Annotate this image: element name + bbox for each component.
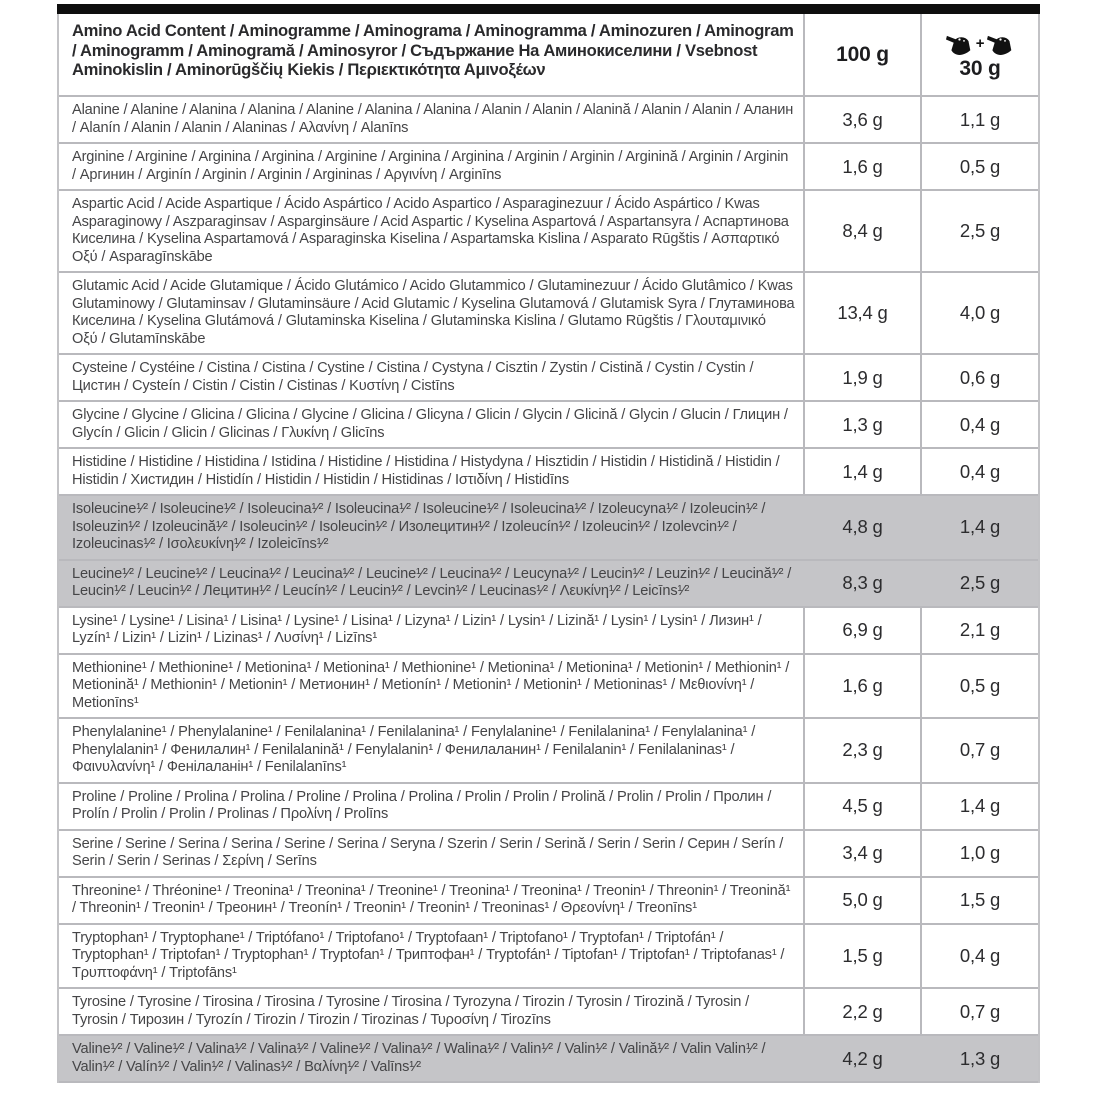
column-header-100g: 100 g (803, 14, 920, 95)
value-per-100g: 8,4 g (803, 191, 920, 271)
value-per-100g: 2,3 g (803, 719, 920, 782)
value-per-30g: 4,0 g (920, 273, 1038, 353)
amino-acid-names: Isoleucine¹⁄² / Isoleucine¹⁄² / Isoleucina¹⁄² / Isoleucina¹⁄² / Isoleucine¹⁄² / Isoleucina¹⁄² / Izoleucyna¹⁄² / Izoleucin¹⁄² / Isoleuzin¹⁄² / Izoleucină¹⁄² / Isoleucin¹⁄² / Isoleucin¹⁄² / Изолецитин¹⁄² / Izoleucín¹⁄² / Izoleucin¹⁄² / Izolevcin¹⁄² / Izoleucinas¹⁄² / Ισολευκίνη¹⁄² / Izoleicīns¹⁄² (72, 501, 766, 552)
value-per-100g: 4,8 g (842, 516, 883, 538)
value-per-30g: 2,1 g (920, 608, 1038, 653)
value-per-30g: 0,7 g (920, 719, 1038, 782)
table-row (59, 831, 1038, 878)
column-header-30g (920, 14, 1038, 95)
amino-acid-names: Arginine / Arginine / Arginina / Arginina / Arginine / Arginina / Arginina / Arginin / Arginin / Arginină / Arginin / Arginin / Аргинин / Arginín / Arginin / Arginin / Argininas / Αργινίνη / Arginīns (72, 149, 789, 183)
table-row (59, 449, 1038, 496)
value-per-30g: 1,4 g (920, 784, 1038, 829)
amino-acid-names: Aspartic Acid / Acide Aspartique / Ácido Aspártico / Acido Aspartico / Asparaginezuur / Ácido Aspártico / Kwas Asparaginowy / Aszparaginsav / Asparginsäure / Acid Aspartic / Kyselina Aspartová / Aspartansyra / Аспартинова Киселина / Kyselina Aspartamová / Asparaginska Kiselina / Aspartamska Kislina / Asparato Rūgštis / Ασπαρτικό Οξύ / Asparagīnskābe (72, 196, 789, 265)
value-per-30g: 0,4 g (920, 449, 1038, 494)
table-body (59, 97, 1038, 1083)
table-row (59, 989, 1038, 1036)
amino-acid-names: Valine¹⁄² / Valine¹⁄² / Valina¹⁄² / Valina¹⁄² / Valine¹⁄² / Valina¹⁄² / Walina¹⁄² / Valin¹⁄² / Valin¹⁄² / Valină¹⁄² / Valin Valin¹⁄² / Valin¹⁄² / Valín¹⁄² / Valin¹⁄² / Valinas¹⁄² / Βαλίνη¹⁄² / Valīns¹⁄² (72, 1041, 766, 1075)
value-per-30g: 0,5 g (920, 144, 1038, 189)
value-per-100g: 2,2 g (803, 989, 920, 1034)
value-per-100g: 1,6 g (803, 144, 920, 189)
amino-acid-names: Tyrosine / Tyrosine / Tirosina / Tirosina / Tyrosine / Tirosina / Tyrozyna / Tirozin / Tyrosin / Tirozină / Tyrosin / Tyrosin / Тирозин / Tyrozín / Tirozin / Tirozin / Tirozinas / Τυροσίνη / Tirozīns (72, 994, 750, 1028)
table-title: Amino Acid Content / Aminogramme / Aminograma / Aminogramma / Aminozuren / Aminogram / Aminogramm / Aminogramă / Aminosyror / Съдържание На Аминокиселини / Vsebnost Aminokislin / Aminorūgščių Kiekis / Περιεκτικότητα Αμινοξέων (72, 21, 794, 79)
value-per-30g: 1,1 g (920, 97, 1038, 142)
value-per-30g: 1,0 g (920, 831, 1038, 876)
value-per-30g: 0,5 g (920, 655, 1038, 718)
table-row (59, 1036, 1038, 1083)
value-per-30g: 1,3 g (959, 1047, 1001, 1069)
amino-acid-names: Leucine¹⁄² / Leucine¹⁄² / Leucina¹⁄² / Leucina¹⁄² / Leucine¹⁄² / Leucina¹⁄² / Leucyna¹⁄² / Leucin¹⁄² / Leuzin¹⁄² / Leucină¹⁄² / Leucin¹⁄² / Leucin¹⁄² / Лецитин¹⁄² / Leucín¹⁄² / Leucin¹⁄² / Levcin¹⁄² / Leucinas¹⁄² / Λευκίνη¹⁄² / Leicīns¹⁄² (72, 565, 792, 599)
table-row (59, 273, 1038, 355)
table-top-border (57, 4, 1040, 14)
scoop-icon (946, 32, 973, 56)
value-per-30g: 2,5 g (959, 572, 1001, 593)
table-row (59, 608, 1038, 655)
table-header-row (59, 14, 1038, 97)
scoop-icon (987, 32, 1014, 56)
value-per-100g: 1,3 g (803, 402, 920, 447)
value-per-30g: 0,6 g (920, 355, 1038, 400)
amino-acid-names: Phenylalanine¹ / Phenylalanine¹ / Fenilalanina¹ / Fenilalanina¹ / Fenylalanine¹ / Fenilalanina¹ / Fenylalanina¹ / Phenylalanin¹ / Фенилалин¹ / Fenilalanină¹ / Fenylalanin¹ / Фенилаланин¹ / Fenilalanin¹ / Fenilalaninas¹ / Φαινυλανίνη¹ / Фенілаланін¹ / Fenilalanīns¹ (72, 724, 756, 775)
value-per-100g: 1,6 g (803, 655, 920, 718)
amino-acid-names: Threonine¹ / Thréonine¹ / Treonina¹ / Treonina¹ / Treonine¹ / Treonina¹ / Treonina¹ / Treonin¹ / Threonin¹ / Treonină¹ / Threonin¹ / Treonin¹ / Треонин¹ / Treonín¹ / Treonin¹ / Treonin¹ / Treoninas¹ / Θρεονίνη¹ / Treonīns¹ (72, 882, 791, 916)
value-per-30g: 1,5 g (920, 878, 1038, 923)
table-row (59, 655, 1038, 720)
column-header-30g-label: 30 g (959, 56, 1001, 80)
table-row (59, 719, 1038, 784)
amino-acid-table (57, 4, 1040, 1083)
value-per-100g: 13,4 g (803, 273, 920, 353)
table-row (59, 878, 1038, 925)
amino-acid-names: Serine / Serine / Serina / Serina / Serine / Serina / Seryna / Szerin / Serin / Serină / Serin / Serin / Серин / Serín / Serin / Serin / Serinas / Σερίνη / Serīns (72, 835, 784, 869)
scoops-illustration (946, 31, 1015, 57)
table-row (59, 561, 1038, 608)
amino-acid-names: Proline / Proline / Prolina / Prolina / Proline / Prolina / Prolina / Prolin / Prolin / Prolină / Prolin / Prolin / Пролин / Prolín / Prolin / Prolin / Prolinas / Προλίνη / Prolīns (72, 788, 772, 822)
table-row (59, 191, 1038, 273)
amino-acid-names: Histidine / Histidine / Histidina / Istidina / Histidine / Histidina / Histydyna / Hisztidin / Histidin / Histidină / Histidin / Histidin / Хистидин / Histidín / Histidin / Histidin / Histidinas / Ιστιδίνη / Histidīns (72, 454, 780, 488)
value-per-100g: 3,4 g (803, 831, 920, 876)
amino-acid-names: Cysteine / Cystéine / Cistina / Cistina / Cystine / Cistina / Cystyna / Cisztin / Zystin / Cistină / Cystin / Cystin / Цистин / Cysteín / Cistin / Cistin / Cistinas / Κυστίνη / Cistīns (72, 360, 754, 394)
value-per-100g: 1,9 g (803, 355, 920, 400)
value-per-30g: 0,7 g (920, 989, 1038, 1034)
value-per-30g: 0,4 g (920, 402, 1038, 447)
value-per-100g: 1,5 g (803, 925, 920, 988)
value-per-100g: 6,9 g (803, 608, 920, 653)
table-row (59, 97, 1038, 144)
value-per-30g: 1,4 g (959, 516, 1001, 538)
value-per-30g: 2,5 g (920, 191, 1038, 271)
amino-acid-names: Methionine¹ / Methionine¹ / Metionina¹ / Metionina¹ / Methionine¹ / Metionina¹ / Metionina¹ / Metionin¹ / Methionin¹ / Metionină¹ / Methionin¹ / Metionin¹ / Метионин¹ / Metionín¹ / Metionin¹ / Metionin¹ / Metioninas¹ / Μεθιονίνη¹ / Metionīns¹ (72, 659, 790, 711)
value-per-100g: 4,5 g (803, 784, 920, 829)
amino-acid-names: Lysine¹ / Lysine¹ / Lisina¹ / Lisina¹ / Lysine¹ / Lisina¹ / Lizyna¹ / Lizin¹ / Lysin¹ / Lizină¹ / Lysin¹ / Lysin¹ / Лизин¹ / Lyzín¹ / Lizin¹ / Lizin¹ / Lizinas¹ / Λυσίνη¹ / Lizīns¹ (72, 612, 762, 646)
table-row (59, 355, 1038, 402)
table-row (59, 402, 1038, 449)
amino-acid-names: Glycine / Glycine / Glicina / Glicina / Glycine / Glicina / Glicyna / Glicin / Glycin / Glicină / Glycin / Glucin / Глицин / Glycín / Glicin / Glicin / Glicinas / Γλυκίνη / Glicīns (72, 407, 788, 441)
plus-sign: + (975, 35, 985, 52)
amino-acid-names: Glutamic Acid / Acide Glutamique / Ácido Glutámico / Acido Glutammico / Glutaminezuur / Ácido Glutâmico / Kwas Glutaminowy / Glutaminsav / Glutaminsäure / Acid Glutamic / Kyselina Glutamová / Glutamisk Syra / Глутаминова Киселина / Kyselina Glutámová / Glutaminska Kiselina / Glutaminska Kislina / Glutamo Rūgštis / Γλουταμινικό Οξύ / Glutamīnskābe (72, 278, 795, 347)
table-row (59, 144, 1038, 191)
amino-acid-names: Tryptophan¹ / Tryptophane¹ / Triptófano¹ / Triptofano¹ / Tryptofaan¹ / Triptofano¹ / Tryptofan¹ / Triptofán¹ / Tryptophan¹ / Triptofan¹ / Tryptophan¹ / Tryptofan¹ / Триптофан¹ / Tryptofán¹ / Tiptofan¹ / Triptofan¹ / Triptofanas¹ / Τρυπτοφάνη¹ / Triptofāns¹ (72, 929, 785, 981)
value-per-100g: 3,6 g (803, 97, 920, 142)
value-per-100g: 1,4 g (803, 449, 920, 494)
table-row (59, 784, 1038, 831)
table-row (59, 496, 1038, 561)
value-per-100g: 8,3 g (842, 572, 883, 593)
table-row (59, 925, 1038, 990)
amino-acid-names: Alanine / Alanine / Alanina / Alanina / Alanine / Alanina / Alanina / Alanin / Alanin / Alanină / Alanin / Alanin / Аланин / Alanín / Alanin / Alanin / Alaninas / Αλανίνη / Alanīns (72, 102, 794, 136)
value-per-100g: 4,2 g (842, 1047, 883, 1069)
value-per-100g: 5,0 g (803, 878, 920, 923)
value-per-30g: 0,4 g (920, 925, 1038, 988)
